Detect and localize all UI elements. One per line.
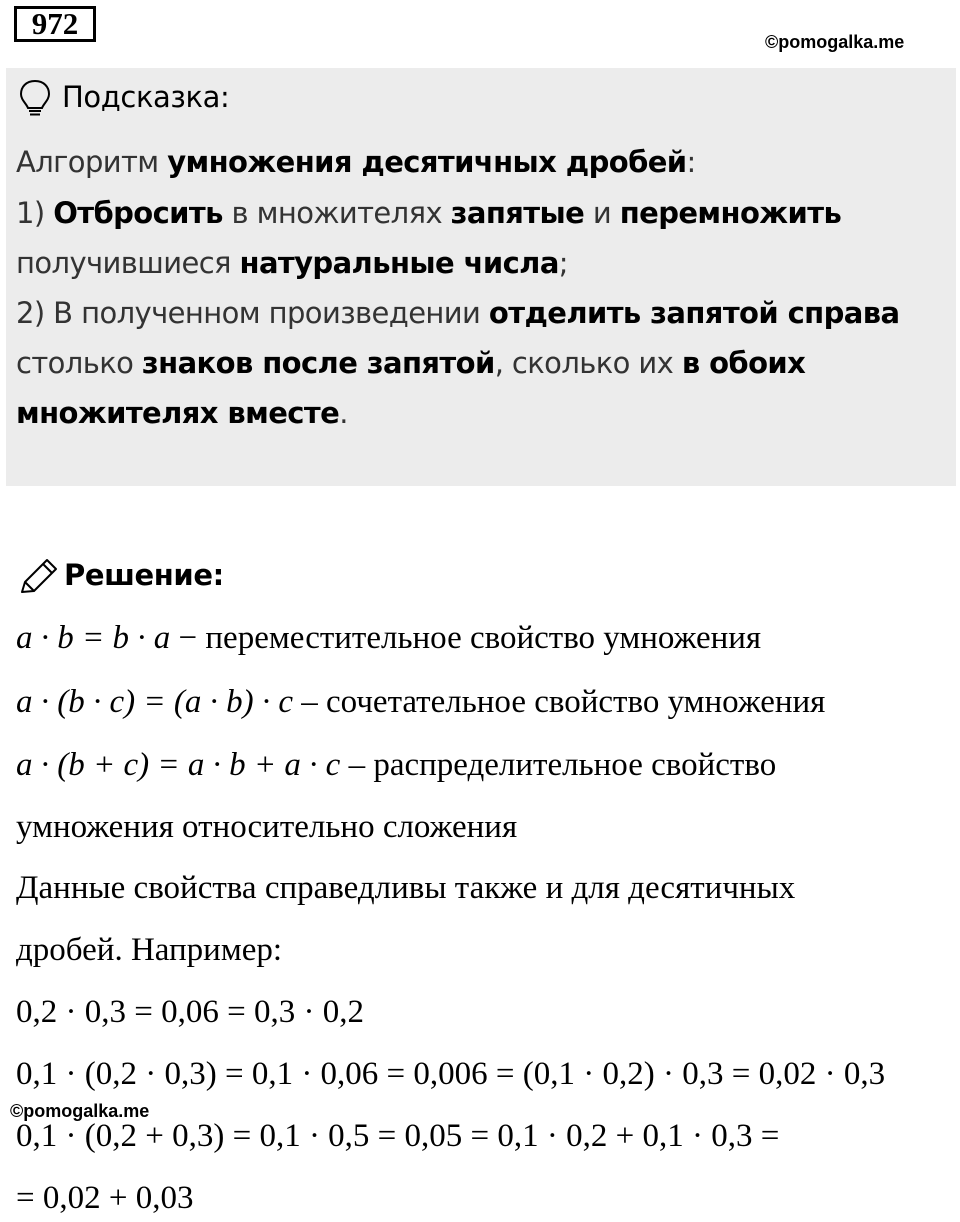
solution-line-9: 0,1 · (0,2 + 0,3) = 0,1 · 0,5 = 0,05 = 0,1 · 0,2 + 0,1 · 0,3 = (16, 1118, 780, 1154)
solution-line-5: Данные свойства справедливы также и для десятичных (16, 870, 796, 906)
solution-line-3: a · (b + c) = a · b + a · c – распределительное свойство (16, 747, 777, 783)
hint-line-4: 2) В полученном произведении отделить запятой справа (16, 296, 900, 330)
hint-line-1: Алгоритм умножения десятичных дробей: (16, 145, 696, 179)
watermark-bottom: ©pomogalka.me (10, 1101, 150, 1121)
hint-line-3: получившиеся натуральные числа; (16, 246, 568, 280)
solution-line-10: = 0,02 + 0,03 (16, 1180, 194, 1216)
hint-line-6: множителях вместе. (16, 396, 348, 430)
lightbulb-icon (18, 78, 52, 118)
solution-line-2: a · (b · c) = (a · b) · c – сочетательное свойство умножения (16, 684, 826, 720)
solution-title: Решение: (64, 558, 224, 592)
solution-line-4: умножения относительно сложения (16, 809, 518, 845)
task-number: 972 (14, 6, 96, 42)
solution-line-8: 0,1 · (0,2 · 0,3) = 0,1 · 0,06 = 0,006 = (0,1 · 0,2) · 0,3 = 0,02 · 0,3 (16, 1056, 886, 1092)
hint-line-2: 1) Отбросить в множителях запятые и перемножить (16, 196, 842, 230)
hint-line-5: столько знаков после запятой, сколько их в обоих (16, 346, 806, 380)
hint-title: Подсказка: (62, 80, 230, 114)
pencil-icon (18, 556, 62, 596)
solution-line-1: a · b = b · a − переместительное свойство умножения (16, 620, 762, 656)
solution-line-7: 0,2 · 0,3 = 0,06 = 0,3 · 0,2 (16, 994, 364, 1030)
solution-line-6: дробей. Например: (16, 932, 283, 968)
watermark-top: ©pomogalka.me (765, 32, 905, 52)
